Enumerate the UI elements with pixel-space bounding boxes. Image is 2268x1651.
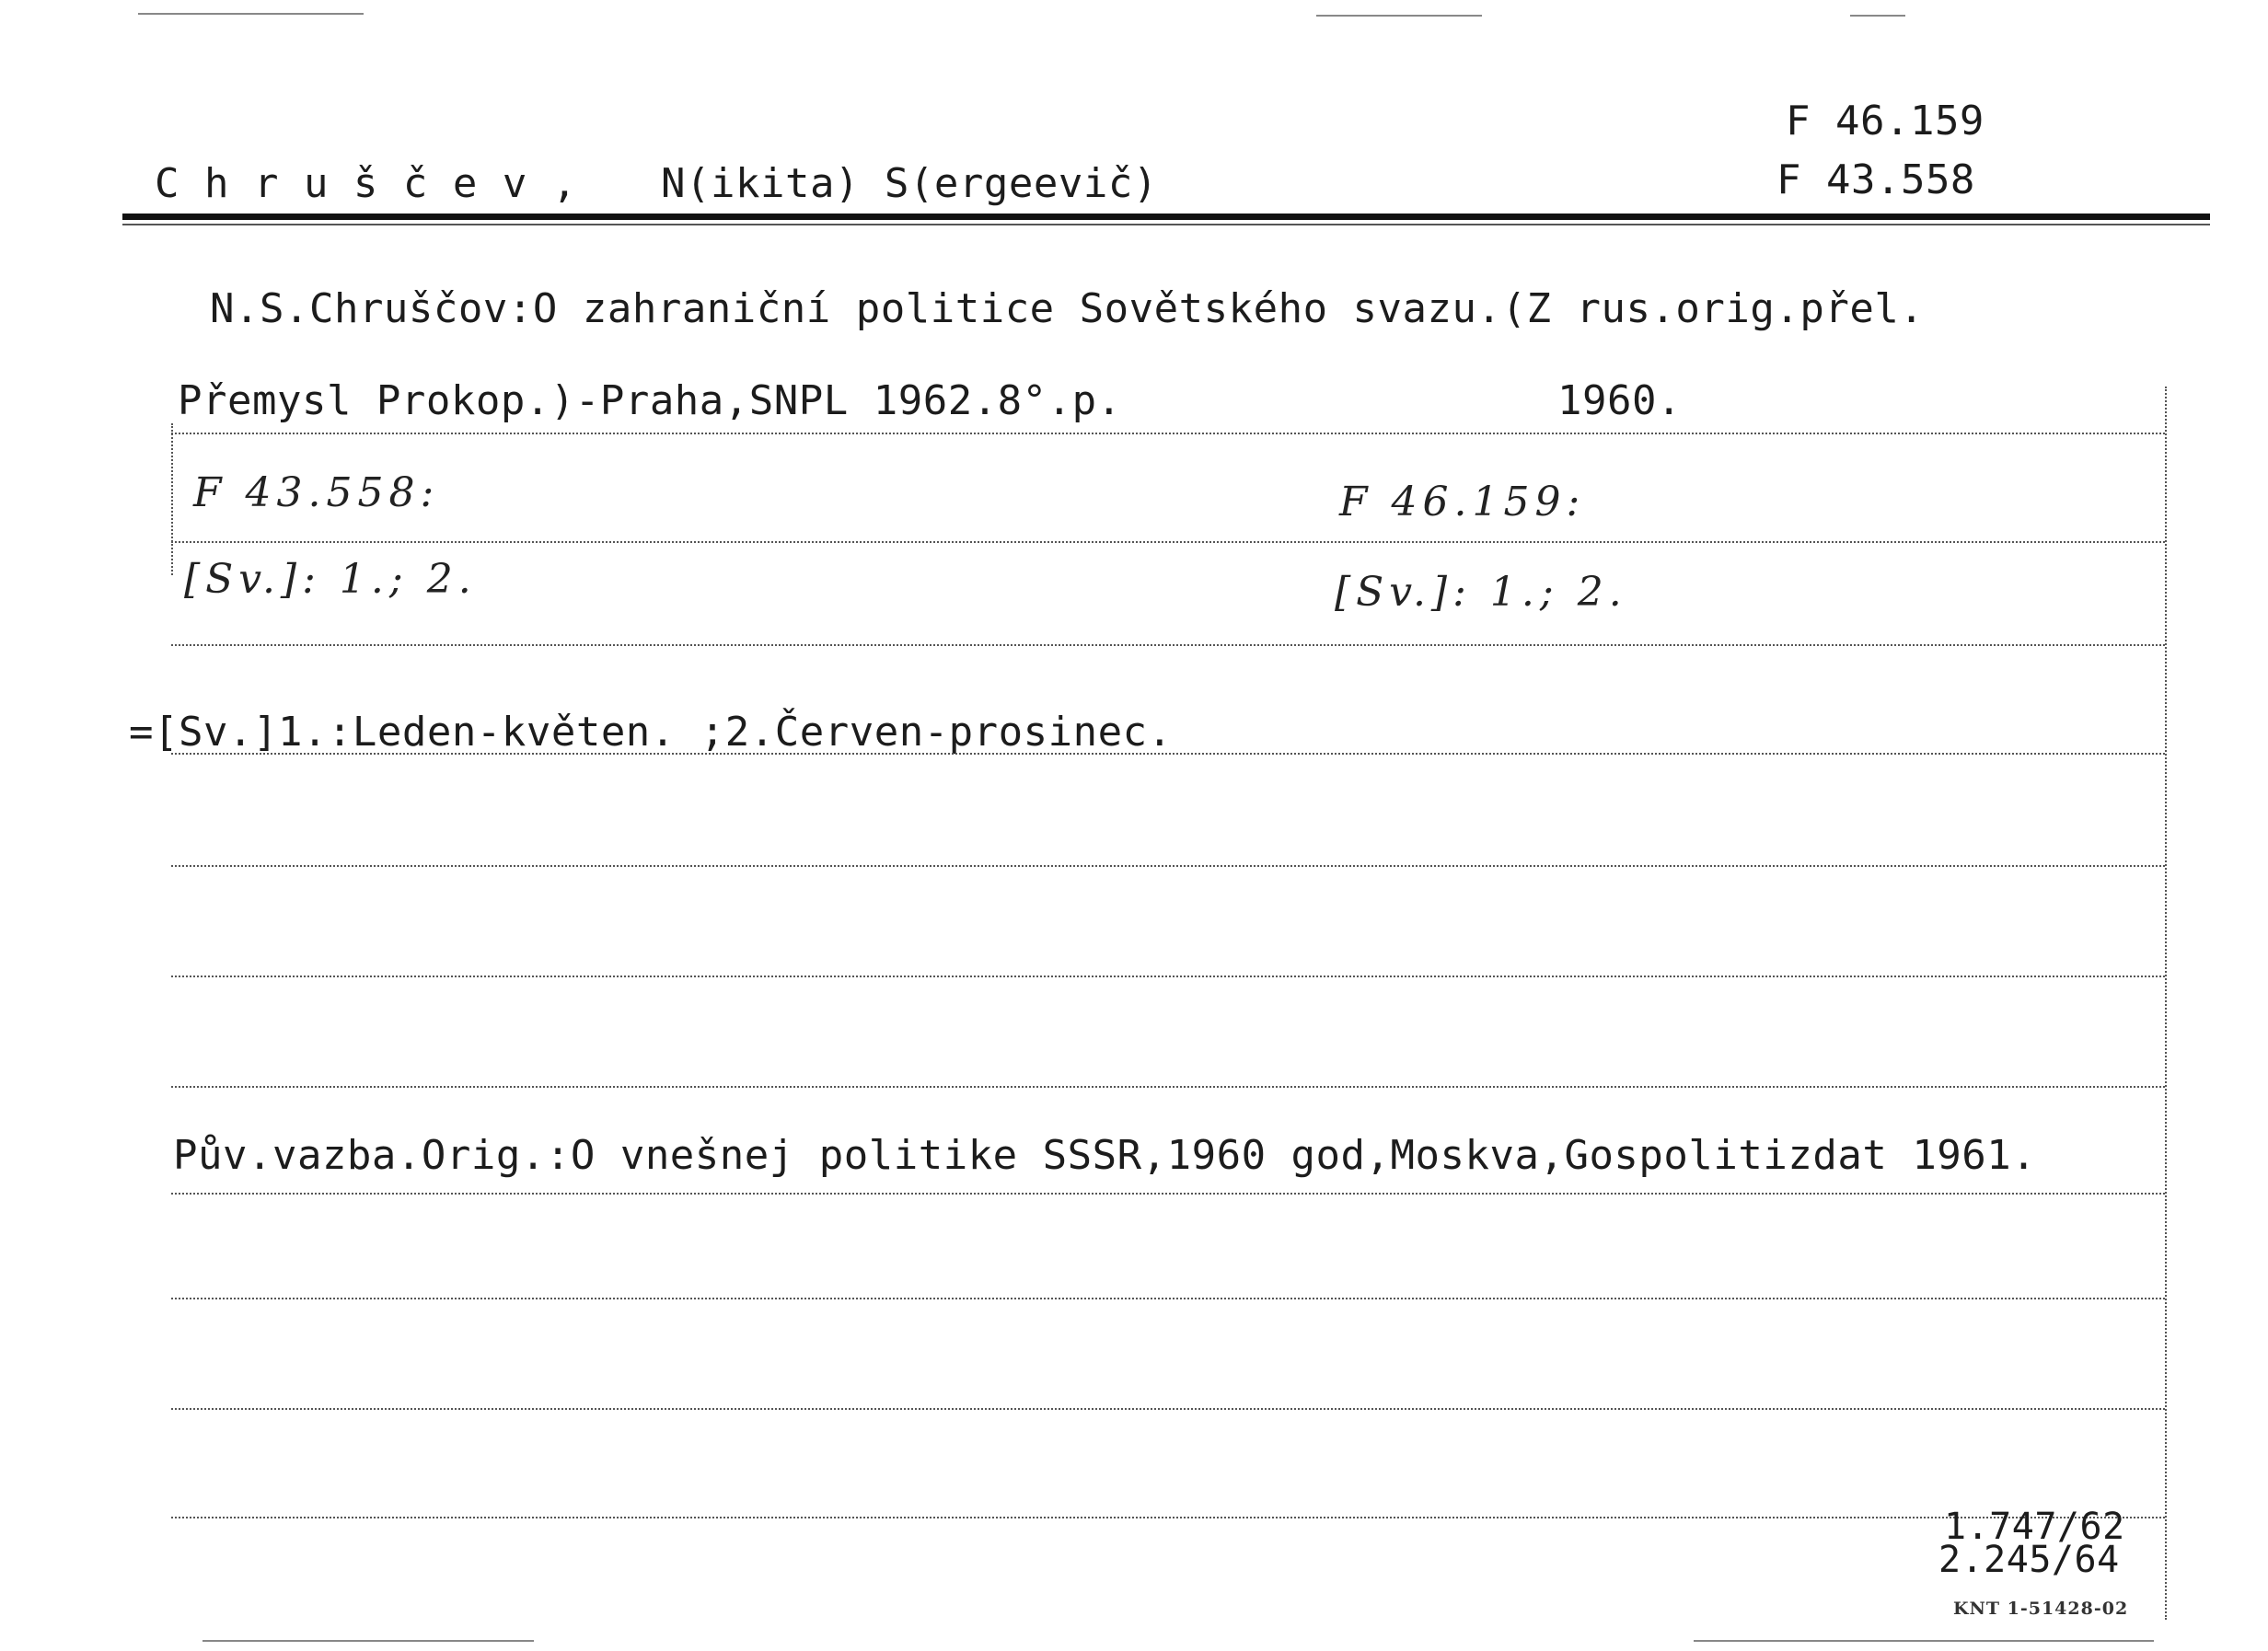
accession-number-1: 1.747/62 — [1944, 1506, 2125, 1548]
dotted-rule — [171, 1408, 2165, 1410]
original-edition-note: Pův.vazba.Orig.:O vnešnej politike SSSR,1960 god,Moskva,Gospolitizdat 1961. — [173, 1132, 2037, 1179]
dotted-rule — [171, 433, 2165, 434]
holding-right-signature: F 46.159: — [1339, 479, 1586, 525]
dotted-rule — [171, 644, 2165, 646]
top-edge-mark — [1316, 15, 1482, 17]
dotted-rule — [171, 1298, 2165, 1299]
description-line-2: Přemysl Prokop.)-Praha,SNPL 1962.8°.p. — [178, 377, 1122, 424]
description-line-1: N.S.Chruščov:O zahraniční politice Sovětského svazu.(Z rus.orig.přel. — [210, 285, 1925, 332]
shelf-signature-2: F 43.558 — [1776, 156, 1975, 203]
dotted-rule — [171, 1086, 2165, 1088]
dotted-rule — [171, 541, 2165, 543]
holding-left-signature: F 43.558: — [193, 469, 440, 516]
printer-mark: KNT 1-51428-02 — [1953, 1599, 2129, 1619]
year-correction: 1960. — [1557, 377, 1682, 424]
holding-left-volumes: [Sv.]: 1.; 2. — [184, 556, 477, 603]
dotted-rule — [171, 976, 2165, 977]
bottom-edge-mark — [202, 1640, 534, 1642]
heading-rule — [122, 214, 2210, 220]
dotted-rule — [171, 1517, 2165, 1518]
holding-right-volumes: [Sv.]: 1.; 2. — [1335, 569, 1627, 616]
dotted-rule — [171, 753, 2165, 755]
heading-rule-thin — [122, 224, 2210, 225]
top-edge-mark — [138, 13, 364, 15]
author-given-names: N(ikita) S(ergeevič) — [661, 160, 1158, 207]
top-edge-mark — [1850, 15, 1905, 17]
right-margin-border — [2165, 387, 2167, 1620]
left-margin-border — [171, 423, 173, 575]
shelf-signature-1: F 46.159 — [1786, 98, 1984, 144]
dotted-rule — [171, 865, 2165, 867]
dotted-rule — [171, 1193, 2165, 1195]
accession-number-2: 2.245/64 — [1938, 1539, 2120, 1581]
author-surname: C h r u š č e v , — [155, 160, 577, 207]
bottom-edge-mark — [1694, 1640, 2154, 1642]
volumes-note: =[Sv.]1.:Leden-květen. ;2.Červen-prosinec. — [129, 709, 1173, 756]
